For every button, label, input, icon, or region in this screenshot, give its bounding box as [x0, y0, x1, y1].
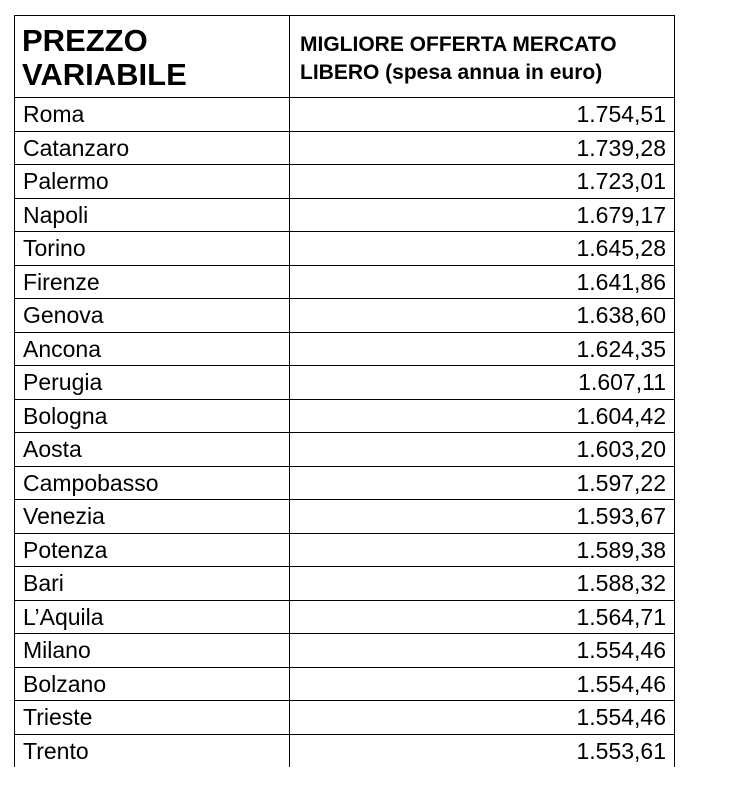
table-row [15, 98, 675, 132]
annual-cost-cell: 1.554,46 [290, 667, 675, 701]
table-row [15, 198, 675, 232]
table-row [15, 265, 675, 299]
annual-cost-cell: 1.554,46 [290, 701, 675, 735]
city-cell: Torino [15, 232, 290, 266]
table-row [15, 466, 675, 500]
table-row [15, 399, 675, 433]
price-table [14, 15, 675, 767]
city-cell: L’Aquila [15, 600, 290, 634]
city-cell: Perugia [15, 366, 290, 400]
city-cell: Bari [15, 567, 290, 601]
city-cell: Napoli [15, 198, 290, 232]
table-row [15, 634, 675, 668]
table-row [15, 500, 675, 534]
annual-cost-cell: 1.554,46 [290, 634, 675, 668]
annual-cost-cell: 1.723,01 [290, 165, 675, 199]
annual-cost-cell: 1.604,42 [290, 399, 675, 433]
table-row [15, 567, 675, 601]
table-row [15, 332, 675, 366]
annual-cost-cell: 1.754,51 [290, 98, 675, 132]
annual-cost-cell: 1.645,28 [290, 232, 675, 266]
annual-cost-cell: 1.589,38 [290, 533, 675, 567]
city-cell: Roma [15, 98, 290, 132]
header-price-type: PREZZO VARIABILE [15, 16, 290, 98]
city-cell: Ancona [15, 332, 290, 366]
city-cell: Venezia [15, 500, 290, 534]
annual-cost-cell: 1.638,60 [290, 299, 675, 333]
annual-cost-cell: 1.553,61 [290, 734, 675, 767]
city-cell: Milano [15, 634, 290, 668]
annual-cost-cell: 1.597,22 [290, 466, 675, 500]
city-cell: Genova [15, 299, 290, 333]
table-row [15, 366, 675, 400]
city-cell: Palermo [15, 165, 290, 199]
city-cell: Campobasso [15, 466, 290, 500]
city-cell: Potenza [15, 533, 290, 567]
annual-cost-cell: 1.739,28 [290, 131, 675, 165]
city-cell: Bolzano [15, 667, 290, 701]
city-cell: Bologna [15, 399, 290, 433]
table-row [15, 131, 675, 165]
table-row [15, 701, 675, 735]
header-best-offer: MIGLIORE OFFERTA MERCATO LIBERO (spesa annua in euro) [290, 16, 675, 98]
table-row [15, 734, 675, 767]
annual-cost-cell: 1.564,71 [290, 600, 675, 634]
city-cell: Catanzaro [15, 131, 290, 165]
annual-cost-cell: 1.593,67 [290, 500, 675, 534]
table-row [15, 667, 675, 701]
price-table-container [14, 15, 674, 767]
city-cell: Aosta [15, 433, 290, 467]
annual-cost-cell: 1.679,17 [290, 198, 675, 232]
annual-cost-cell: 1.607,11 [290, 366, 675, 400]
city-cell: Trieste [15, 701, 290, 735]
annual-cost-cell: 1.624,35 [290, 332, 675, 366]
city-cell: Trento [15, 734, 290, 767]
annual-cost-cell: 1.603,20 [290, 433, 675, 467]
city-cell: Firenze [15, 265, 290, 299]
table-row [15, 533, 675, 567]
table-row [15, 232, 675, 266]
table-body [15, 98, 675, 768]
annual-cost-cell: 1.588,32 [290, 567, 675, 601]
table-row [15, 165, 675, 199]
table-header-row [15, 16, 675, 98]
table-row [15, 600, 675, 634]
table-row [15, 433, 675, 467]
annual-cost-cell: 1.641,86 [290, 265, 675, 299]
table-row [15, 299, 675, 333]
